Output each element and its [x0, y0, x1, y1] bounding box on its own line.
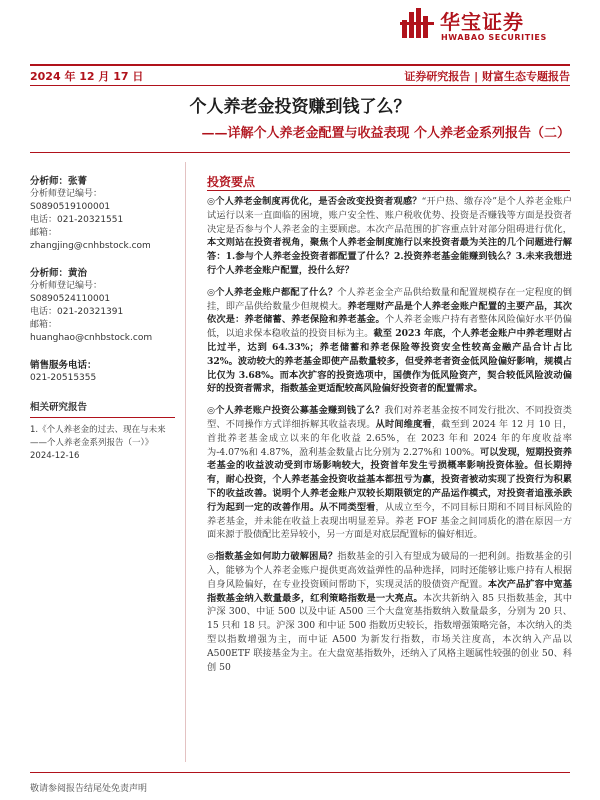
analyst-name: 分析师：黄治	[30, 268, 88, 279]
paragraph: ◎个人养老金制度再优化，是否会改变投资者观感？“开户热、缴存冷”是个人养老金账户试运行以来一直面临的困境，账户安全性、账户税收优势、投资是否赚钱等方面是投资者决定是否参与个人养老金的主要顾虑。本次产品范围的扩容重点针对部分阻碍进行优化，本文则站在投资者视角，聚焦个人养老金制度施行以来投资者最为关注的几个问题进行解答：1.参与个人养老金投资者都配置了什么？2.投资养老基金能赚到钱么？3.未来我想进行个人养老金账户配置，投什么好？	[207, 196, 572, 276]
analyst-phone: 电话：021-20321391	[30, 307, 124, 317]
paragraph-emphasis: 本次产品扩容中宽基指数基金纳入数量最多，红利策略指数是一大亮点。	[207, 578, 573, 604]
paragraph: ◎个人养老金账户都配了什么？个人养老金全产品供给数量和配置规模存在一定程度的倒挂，即产品供给数量少但规模大。养老理财产品是个人养老金账户配置的主要产品，其次依次是：养老储蓄、养老保险和养老基金。个人养老金账户持有者整体风险偏好水平仍偏低，以追求保本稳收益的投资目标为主。截至 2023 年底，个人养老金账户中养老理财占比过半，达到 64.33%；养老储蓄和养老保险等投资安全性较高金融产品合计占比 32%。波动较大的养老基金即使产品数量较多，但受养老者资金低风险偏好影响，规模占比仅为 3.68%。而本次扩容的投资选项中，国债作为低风险资产，契合较低风险波动偏好的投资者需求，指数基金更适配较高风险偏好投资者的配置需求。	[207, 286, 572, 395]
header-divider-bottom	[30, 85, 570, 86]
brand-name-cn: 华宝证券	[440, 10, 524, 34]
section-divider	[207, 190, 570, 191]
paragraph-emphasis: 养老理财产品是个人养老金账户配置的主要产品，其次依次是：养老储蓄、养老保险和养老基金。	[207, 300, 572, 326]
paragraph-lead: 个人养老账户投资公募基金赚到钱了么？	[215, 405, 385, 417]
analyst-card	[30, 175, 175, 253]
analyst-cert: 分析师登记编号：S0890519100001	[30, 189, 111, 212]
paragraph-text: 指数基金的引入有望成为破局的一把利剑。指数基金的引入，能够为个人养老金账户提供更高效益弹性的品种选择，同时还能够让账户持有人根据自身风险偏好，在专业投资顾问帮助下，实现灵活的股债资产配置。	[207, 551, 572, 590]
paragraph: ◎指数基金如何助力破解困局？指数基金的引入有望成为破局的一把利剑。指数基金的引入，能够为个人养老金账户提供更高效益弹性的品种选择，同时还能够让账户持有人根据自身风险偏好，在专业投资顾问帮助下，实现灵活的股债资产配置。本次产品扩容中宽基指数基金纳入数量最多，红利策略指数是一大亮点。本次共新纳入 85 只指数基金，其中沪深 300、中证 500 以及中证 A500 三个大盘宽基指数纳入数量最多，分别为 20 只、15 只和 18 只。沪深 300 和中证 500 指数历史较长，指数增强策略完备，本次纳入的类型以指数增强为主，而中证 A500 为新发行指数，市场关注度高，本次纳入产品以 A500ETF 联接基金为主。在大盘宽基指数外，还纳入了风格主题属性较强的创业 50、科创 50	[207, 551, 573, 673]
analyst-email[interactable]: 邮箱：zhangjing@cnhbstock.com	[30, 228, 151, 251]
header-divider	[30, 64, 570, 66]
sales-label: 销售服务电话：	[30, 360, 97, 371]
analyst-cert: 分析师登记编号：S0890524110001	[30, 281, 111, 304]
paragraph-text: 本次共新纳入 85 只指数基金，其中沪深 300、中证 500 以及中证 A500 三个大盘宽基指数纳入数量最多，分别为 20 只、15 只和 18 只。沪深 300 和中证 500 指数历史较长，指数增强策略完备，本次纳入的类型以指数增强为主，而中证 A500 为新发行指数，市场关注度高，本次纳入产品以 A500ETF 联接基金为主。在大盘宽基指数外，还纳入了风格主题属性较强的创业 50、科创 50	[207, 592, 573, 673]
analyst-name: 分析师：张菁	[30, 176, 88, 187]
analyst-card	[30, 267, 175, 345]
paragraph-text: 我们对养老基金按不同发行批次、不同投资类型、不同操作方式详细拆解其收益表现。	[207, 405, 572, 430]
paragraph-emphasis: 截至 2023 年底，个人养老金账户中养老理财占比过半，达到 64.33%；养老储蓄和养老保险等投资安全性较高金融产品合计占比 32%。波动较大的养老基金即使产品数量较多，但受养老者资金低风险偏好影响，规模占比仅为 3.68%。而本次扩容的投资选项中，国债作为低风险资产，契合较低风险波动偏好的投资者需求，指数基金更适配较高风险偏好投资者的配置需求。	[207, 328, 572, 395]
sales-contact	[30, 359, 175, 385]
paragraph-lead: 个人养老金账户都配了什么？	[215, 286, 338, 298]
paragraph-emphasis: 本文则站在投资者视角，聚焦个人养老金制度施行以来投资者最为关注的几个问题进行解答：1.参与个人养老金投资者都配置了什么？2.投资养老基金能赚到钱么？3.未来我想进行个人养老金账户配置，投什么好？	[207, 237, 572, 276]
paragraph-text: 个人养老金全产品供给数量和配置规模存在一定程度的倒挂，即产品供给数量少但规模大。	[207, 286, 572, 312]
page-subtitle: ——详解个人养老金配置与收益表现 个人养老金系列报告（二）	[201, 126, 570, 141]
report-type: 证券研究报告 | 财富生态专题报告	[404, 70, 570, 83]
paragraph-emphasis: 从时间维度看	[375, 418, 432, 430]
footer-divider	[30, 772, 570, 773]
report-date: 2024 年 12 月 17 日	[30, 70, 144, 83]
paragraph-lead: 个人养老金制度再优化，是否会改变投资者观感？	[215, 196, 422, 207]
paragraph-text: 个人养老金账户持有者整体风险偏好水平仍偏低，以追求保本稳收益的投资目标为主。	[207, 314, 572, 340]
brand-name-en: HWABAO SECURITIES	[441, 33, 547, 42]
analyst-phone: 电话：021-20321551	[30, 215, 124, 225]
related-reports-header: 相关研究报告	[30, 401, 175, 418]
footer-disclaimer: 敬请参阅报告结尾处免责声明	[30, 784, 148, 794]
analyst-email[interactable]: 邮箱：huanghao@cnhbstock.com	[30, 320, 153, 343]
page-title: 个人养老金投资赚到钱了么？	[189, 97, 411, 117]
paragraph: ◎个人养老账户投资公募基金赚到钱了么？我们对养老基金按不同发行批次、不同投资类型、不同操作方式详细拆解其收益表现。从时间维度看，截至到 2024 年 12 月 10 日，首批养老基金成立以来的年化收益 2.65%，在 2023 年和 2024 年的年度收益率为-4.07%和 4.87%，盈利基金数量占比分别为 2.27%和 100%。可以发现，短期投资养老基金的收益波动受到市场影响较大，投资首年发生亏损概率影响投资体验。但长期持有，耐心投资，个人养老基金投资收益基本都扭亏为赢，投资者被动实现了投资行为积累下的收益改善。说明个人养老金账户双较长期限锁定的产品运作模式，对投资者追涨杀跌行为起到一定的改善作用。从不同类型看，从成立至今，不同目标日期和不同目标风险的养老基金，并未能在收益上表现出明显差异。养老 FOF 基金之间同质化的潜在原因一方面来源于股债配比差异较小，另一方面是对底层配置标的偏好相近。	[207, 405, 573, 541]
sidebar	[30, 175, 175, 463]
paragraph-text: “开户热、缴存冷”是个人养老金账户试运行以来一直面临的困境，账户安全性、账户税收优势、投资是否赚钱等方面是投资者决定是否参与个人养老金的主要顾虑。本次产品范围的扩容重点针对部分阻碍进行优化，	[207, 196, 572, 235]
sales-phone: 021-20515355	[30, 373, 97, 383]
title-divider	[30, 152, 570, 153]
related-report-link[interactable]: 1.《个人养老金的过去、现在与未来——个人养老金系列报告（一）》	[30, 425, 166, 448]
section-title: 投资要点	[207, 175, 256, 189]
paragraph-emphasis: 可以发现，短期投资养老基金的收益波动受到市场影响较大，投资首年发生亏损概率影响投资体验。但长期持有，耐心投资，个人养老基金投资收益基本都扭亏为赢，投资者被动实现了投资行为积累下的收益改善。说明个人养老金账户双较长期限锁定的产品运作模式，对投资者追涨杀跌行为起到一定的改善作用。从不同类型看	[207, 446, 572, 513]
summary-body	[207, 195, 572, 682]
paragraph-lead: 指数基金如何助力破解困局？	[215, 551, 338, 563]
column-divider	[185, 162, 186, 762]
related-report-date: 2024-12-16	[30, 451, 80, 461]
paragraph-text: ，截至到 2024 年 12 月 10 日，首批养老基金成立以来的年化收益 2.65%，在 2023 年和 2024 年的年度收益率为-4.07%和 4.87%，盈利基金数量占比分别为 2.27%和 100%。	[207, 418, 573, 458]
paragraph-text: ，从成立至今，不同目标日期和不同目标风险的养老基金，并未能在收益上表现出明显差异。养老 FOF 基金之间同质化的潜在原因一方面来源于股债配比差异较小，另一方面是对底层配置标的偏好相近。	[207, 501, 573, 541]
brand-logo-icon	[400, 8, 434, 38]
